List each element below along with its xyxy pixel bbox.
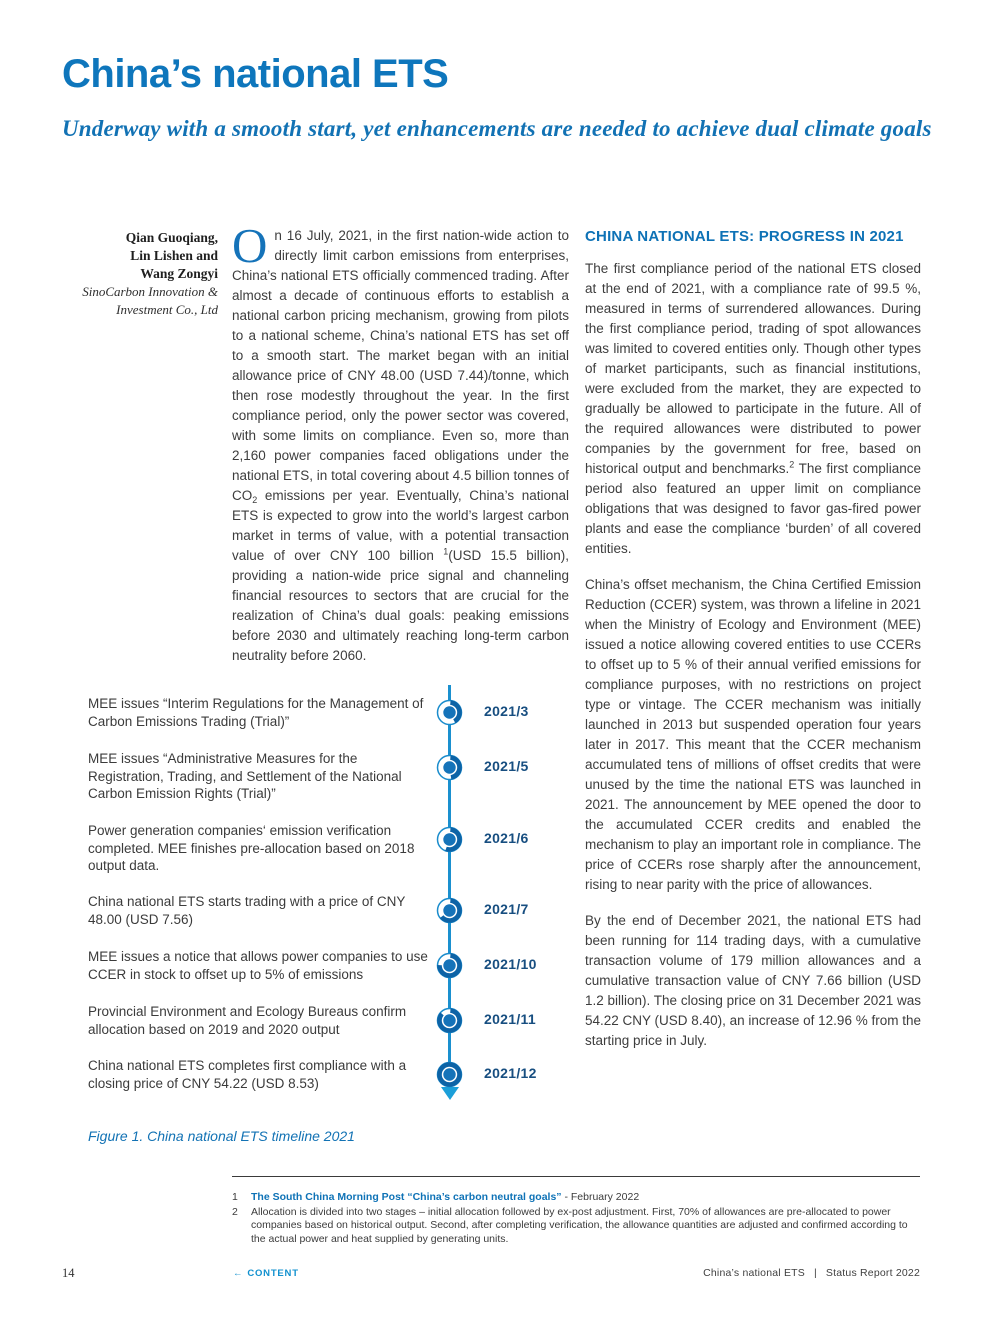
intro-column [232, 218, 569, 682]
content-link-label: CONTENT [247, 1268, 299, 1279]
timeline-node-icon [435, 896, 464, 925]
author-name: Lin Lishen and [130, 248, 218, 264]
paragraph-text: The first compliance period of the national ETS closed at the end of 2021, with a compliance rate of 99.5 %, measured in terms of surrendered allowances. During the first compliance period, trading of spot allowances was limited to covered entities only. Though other types of market participants, such as financial institutions, were excluded from the market, they are expected to gradually be allowed to participate in the future. All of the required allowances were distributed to power companies by the government for free, based on historical output and benchmarks. [585, 261, 921, 476]
footnote-divider [232, 1176, 920, 1177]
timeline-node-icon [435, 1006, 464, 1035]
timeline-date: 2021/3 [484, 703, 529, 719]
section-heading: CHINA NATIONAL ETS: PROGRESS IN 2021 [585, 228, 904, 245]
timeline-item-text: Power generation companies‘ emission verification completed. MEE finishes pre-allocation based on 2018 output data. [88, 823, 415, 873]
page-number: 14 [62, 1266, 75, 1280]
footnote-number: 2 [232, 1205, 238, 1218]
co2-subscript: 2 [252, 495, 258, 505]
author-affiliation: Investment Co., Ltd [116, 301, 218, 317]
timeline-item-text: MEE issues “Interim Regulations for the Management of Carbon Emissions Trading (Trial)” [88, 696, 424, 729]
timeline-item-text: Provincial Environment and Ecology Bureaus confirm allocation based on 2019 and 2020 output [88, 1004, 407, 1037]
page-subtitle: Underway with a smooth start, yet enhancements are needed to achieve dual climate goals [62, 116, 932, 141]
figure-caption: Figure 1. China national ETS timeline 2021 [88, 1128, 355, 1144]
timeline-node-icon [435, 753, 464, 782]
progress-paragraph-3: By the end of December 2021, the national ETS had been running for 114 trading days, with a cumulative transaction volume of 179 million allowances and a cumulative transaction value of CNY 7.66 billion (USD 1.2 billion). The closing price on 31 December 2021 was 54.22 CNY (USD 8.40), an increase of 12.96 % from the starting price in July. [585, 913, 921, 1048]
intro-paragraph [232, 218, 569, 666]
timeline-item-text: China national ETS completes first compliance with a closing price of CNY 54.22 (USD 8.53) [88, 1058, 407, 1091]
intro-text: n 16 July, 2021, in the first nation-wide action to directly limit carbon emissions from enterprises, China’s national ETS officially commenced trading. After almost a decade of continuous efforts to establish a national carbon pricing mechanism, growing from pilots to a national scheme, China’s national ETS has set off to a smooth start. The market began with an initial allowance price of CNY 48.00 (USD 7.44)/tonne, which then rose modestly throughout the year. In the first compliance period, only the power sector was covered, with some limits on compliance. Even so, more than 2,160 power companies faced obligations under the national ETS, in total covering about 4.5 billion tonnes of CO [232, 228, 569, 503]
timeline [88, 685, 568, 1120]
page-title: China’s national ETS [62, 52, 449, 96]
timeline-node-icon [435, 951, 464, 980]
intro-text: emissions per year. Eventually, China’s national ETS is expected to grow into the world’s largest carbon market in terms of value, with a potential transaction value of over CNY 100 billion [232, 488, 569, 563]
timeline-node-icon [435, 825, 464, 854]
timeline-item-text: China national ETS starts trading with a price of CNY 48.00 (USD 7.56) [88, 894, 406, 927]
author-name: Wang Zongyi [140, 266, 218, 282]
timeline-date: 2021/10 [484, 956, 537, 972]
timeline-date: 2021/6 [484, 830, 529, 846]
drop-cap: O [232, 218, 268, 273]
content-nav-link[interactable] [233, 1268, 299, 1279]
footer-report-title: Status Report 2022 [825, 1267, 920, 1279]
timeline-date: 2021/5 [484, 758, 529, 774]
author-block [40, 229, 218, 318]
footnote-date: - February 2022 [561, 1191, 640, 1203]
timeline-item-text: MEE issues “Administrative Measures for the Registration, Trading, and Settlement of the National Carbon Emission Rights (Trial)” [88, 751, 402, 801]
progress-column [585, 228, 921, 1067]
footnote-ref-1: 1 [443, 546, 449, 557]
timeline-node-icon [435, 1060, 464, 1089]
footnote-2 [232, 1206, 920, 1247]
author-affiliation: SinoCarbon Innovation & [82, 284, 218, 300]
footnote-source-link[interactable]: The South China Morning Post “China’s carbon neutral goals” [251, 1191, 562, 1203]
author-name: Qian Guoqiang, [125, 230, 218, 245]
timeline-date: 2021/11 [484, 1011, 536, 1027]
intro-text: (USD 15.5 billion), providing a nation-wide price signal and channeling financial resources to sectors that are crucial for the realization of China’s dual goals: peaking emissions before 2030 and ultimately reaching long-term carbon neutrality before 2060. [232, 548, 569, 663]
footer-separator: | [813, 1267, 817, 1279]
progress-paragraph-2: China’s offset mechanism, the China Certified Emission Reduction (CCER) system, was thrown a lifeline in 2021 when the Ministry of Ecology and Environment (MEE) issued a notice allowing covered entities to use CCERs to offset up to 5 % of their annual verified emissions for compliance purposes, with no restrictions on project type or vintage. The CCER mechanism was initially launched in 2013 but suspended operation four years later in 2017. This meant that the CCER mechanism accumulated tens of millions of offset credits that were unused by the time the national ETS was launched in 2021. The announcement by MEE opened the door to the accumulated CCER credits and enabled the mechanism to play an important role in compliance. The price of CCERs rose sharply after the announcement, rising to near parity with the price of allowances. [585, 577, 921, 892]
footnote-1 [232, 1191, 920, 1205]
footer-doc-title: China’s national ETS [703, 1267, 805, 1279]
footnotes [232, 1191, 920, 1247]
timeline-date: 2021/12 [484, 1065, 537, 1081]
footnote-text: Allocation is divided into two stages – initial allocation followed by ex-post adjustment. First, 70% of allowances are pre-allocated to power companies based on historical output. Second, after completing verification, the allowance quantities are adjusted and confirmed according to the actual power and heat supplied by generating units. [251, 1205, 908, 1245]
footnote-text [251, 1191, 639, 1205]
back-arrow-icon: ← [233, 1268, 244, 1279]
footer-running-title [703, 1267, 920, 1279]
timeline-node-icon [435, 698, 464, 727]
paragraph-text: The first compliance period also featured an upper limit on compliance obligations that was designed to favor gas-fired power plants and ease the compliance ‘burden’ of all covered entities. [585, 461, 921, 556]
footnote-ref-2: 2 [789, 459, 795, 470]
progress-paragraph-1 [585, 259, 921, 559]
timeline-item-text: MEE issues a notice that allows power companies to use CCER in stock to offset up to 5% of emissions [88, 949, 428, 982]
footnote-number: 1 [232, 1191, 238, 1203]
timeline-date: 2021/7 [484, 901, 529, 917]
